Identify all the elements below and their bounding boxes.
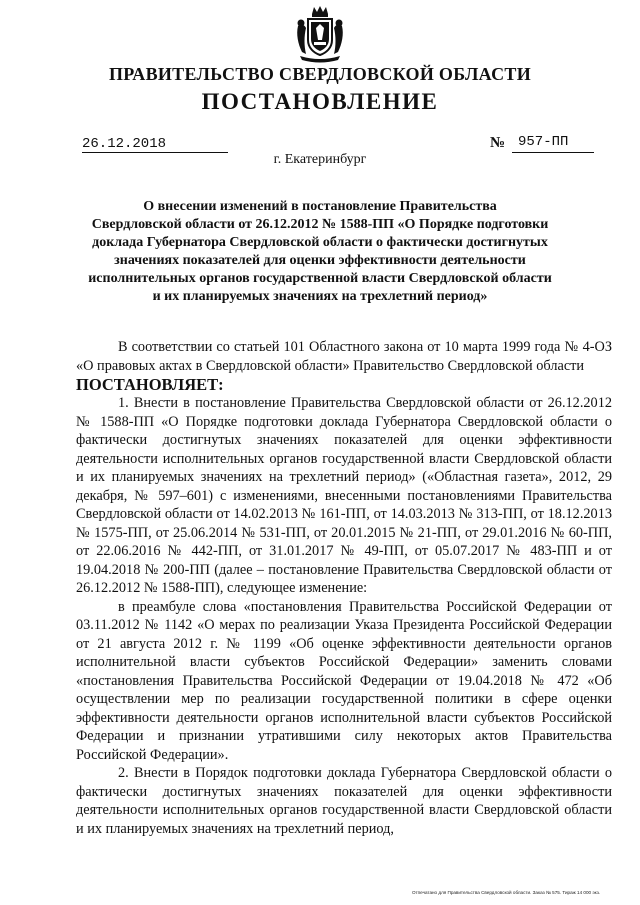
heading-line: Свердловской области от 26.12.2012 № 1588-ПП «О Порядке подготовки xyxy=(91,217,549,232)
item-1-paragraph: 1. Внести в постановление Правительства Свердловской области от 26.12.2012 № 1588-ПП «О Порядке подготовки доклада Губернатора Свердловской области о фактически достигнутых значениях показателей для оценки эффективности деятельности исполнительных органов государственной власти Свердловской области и их планируемых значениях на трехлетний период» («Областная газета», 2012, 29 декабря, № 597–601) с изменениями, внесенными постановлениями Правительства Свердловской области от 14.02.2013 № 161-ПП, от 14.03.2013 № 313-ПП, от 18.12.2013 № 1575-ПП, от 25.06.2014 № 531-ПП, от 20.01.2015 № 21-ПП, от 29.01.2016 № 60-ПП, от 22.06.2016 № 442-ПП, от 31.01.2017 № 49-ПП, от 05.07.2017 № 483-ПП и от 19.04.2018 № 200-ПП (далее – постановление Правительства Свердловской области от 26.12.2012 № 1588-ПП), следующее изменение: xyxy=(76,395,612,596)
heading-line: О внесении изменений в постановление Правительства xyxy=(143,199,497,214)
number-sign: № xyxy=(490,135,506,151)
heading-line: и их планируемых значениях на трехлетний период» xyxy=(152,289,488,304)
heading-line: доклада Губернатора Свердловской области о фактически достигнутых xyxy=(92,235,548,250)
document-number: 957-ПП xyxy=(518,134,569,150)
date-field xyxy=(82,134,228,153)
document-heading xyxy=(86,198,554,306)
document-body xyxy=(76,338,612,838)
preamble-paragraph: В соответствии со статьей 101 Областного закона от 10 марта 1999 года № 4-ОЗ «О правовых актах в Свердловской области» Правительство Свердловской области xyxy=(76,339,612,374)
document-type-title: ПОСТАНОВЛЕНИЕ xyxy=(201,89,439,114)
print-footer-note: Отпечатано для Правительства Свердловской области. Заказ № 575. Тираж 14 000 экз. xyxy=(412,890,601,895)
document-date: 26.12.2018 xyxy=(82,136,167,152)
city: г. Екатеринбург xyxy=(273,152,367,167)
heading-line: значениях показателей для оценки эффективности деятельности xyxy=(114,253,526,268)
number-field xyxy=(490,134,594,152)
number-underline xyxy=(512,134,594,153)
heading-line: исполнительных органов государственной власти Свердловской области xyxy=(88,271,552,286)
item-1-change-paragraph: в преамбуле слова «постановления Правительства Российской Федерации от 03.11.2012 № 1142 «О мерах по реализации Указа Президента Российской Федерации от 21 августа 2012 г. № 1199 «Об оценке эффективности деятельности органов исполнительной власти субъектов Российской Федерации» заменить словами «постановления Правительства Российской Федерации от 19.04.2018 № 472 «Об осуществлении мер по реализации государственной политики в сфере оценки эффективности деятельности органов исполнительной власти субъектов Российской Федерации и признании утратившими силу некоторых актов Правительства Российской Федерации». xyxy=(76,598,612,763)
item-2-paragraph: 2. Внести в Порядок подготовки доклада Губернатора Свердловской области о фактически достигнутых значениях показателей для оценки эффективности деятельности исполнительных органов государственной власти Свердловской области и их планируемых значениях на трехлетний период, xyxy=(76,765,612,837)
coat-of-arms-icon xyxy=(292,4,348,64)
government-title: ПРАВИТЕЛЬСТВО СВЕРДЛОВСКОЙ ОБЛАСТИ xyxy=(108,64,531,84)
decree-word: ПОСТАНОВЛЯЕТ: xyxy=(76,375,224,394)
